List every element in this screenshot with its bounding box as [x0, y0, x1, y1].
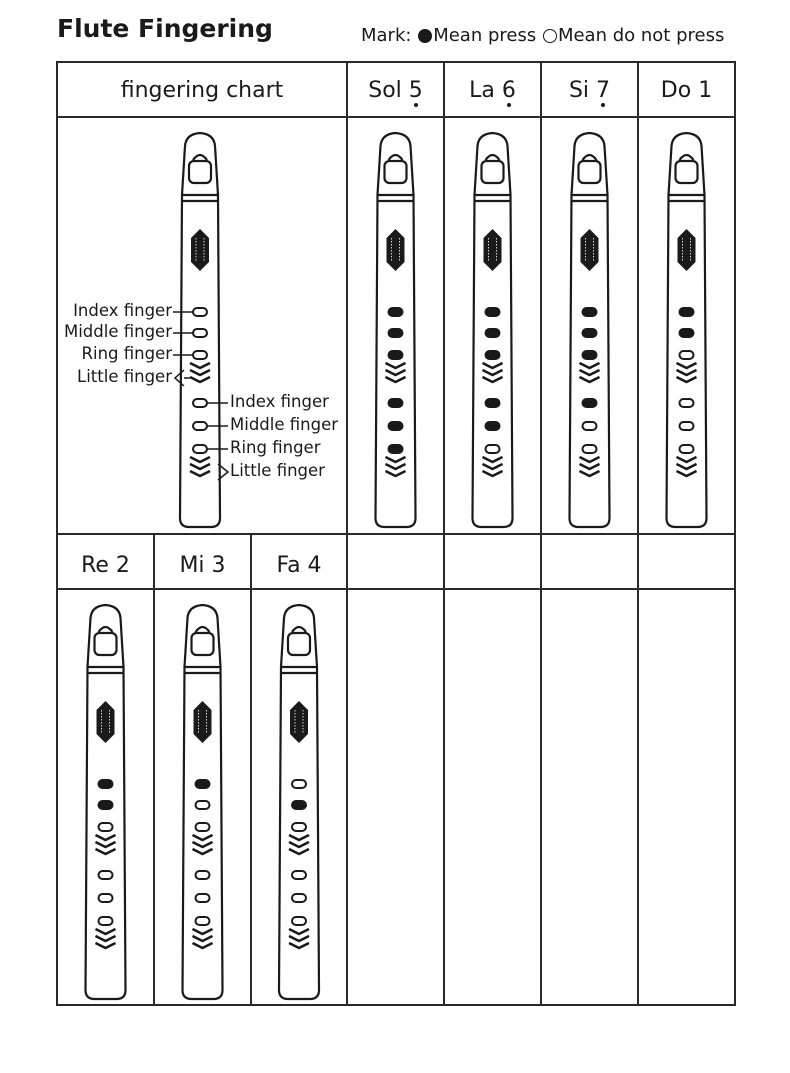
flute-diagram [173, 133, 228, 527]
legend-mark-label: Mark: [361, 25, 412, 46]
pressed-hole-icon [486, 351, 500, 359]
flute-fingering [183, 605, 223, 999]
note-header [444, 78, 541, 103]
note-number-text: 1 [698, 78, 713, 103]
pressed-hole-icon [583, 329, 597, 337]
note-number [308, 553, 322, 578]
note-number [212, 553, 226, 578]
low-octave-dot-icon [507, 103, 511, 107]
table-grid [57, 62, 735, 1005]
note-name: Sol [368, 78, 409, 103]
open-hole-icon [196, 801, 210, 809]
pressed-hole-icon [486, 399, 500, 407]
open-hole-icon [193, 308, 207, 316]
legend-press-label: Mean press [433, 25, 537, 46]
note-name: Mi [179, 553, 212, 578]
open-hole-icon [196, 823, 210, 831]
note-number-text: 7 [596, 78, 611, 103]
open-hole-icon [292, 894, 306, 902]
flute-fingering [376, 133, 416, 527]
open-hole-icon [292, 823, 306, 831]
windway-icon [288, 633, 310, 655]
left-hand-label: Middle finger [63, 322, 172, 341]
pressed-hole-icon [680, 329, 694, 337]
open-hole-icon [680, 351, 694, 359]
open-hole-icon [99, 823, 113, 831]
open-hole-icon [292, 871, 306, 879]
note-header [541, 78, 638, 103]
flute-fingering [570, 133, 610, 527]
note-number-text: 4 [307, 553, 322, 578]
chart-header: fingering chart [120, 78, 284, 103]
logo-emblem-icon [194, 701, 212, 743]
note-name: Fa [276, 553, 308, 578]
note-header [347, 78, 444, 103]
pressed-hole-icon [389, 308, 403, 316]
windway-icon [482, 161, 504, 183]
open-hole-icon [193, 329, 207, 337]
note-number [116, 553, 130, 578]
open-hole-icon [680, 445, 694, 453]
pressed-hole-icon [99, 801, 113, 809]
right-hand-label: Ring finger [230, 438, 321, 457]
open-hole-icon [99, 894, 113, 902]
flute-fingering [279, 605, 319, 999]
note-number [698, 78, 712, 103]
note-number-text: 3 [211, 553, 226, 578]
open-hole-icon [292, 780, 306, 788]
open-hole-icon [99, 917, 113, 925]
open-hole-icon [292, 917, 306, 925]
right-hand-label: Middle finger [230, 415, 339, 434]
pressed-hole-icon [486, 308, 500, 316]
pressed-hole-icon [389, 351, 403, 359]
left-hand-label: Ring finger [81, 344, 172, 363]
pressed-hole-icon [583, 399, 597, 407]
flute-fingering [473, 133, 513, 527]
flute-fingering [667, 133, 707, 527]
open-hole-icon [193, 445, 207, 453]
open-hole-icon [99, 871, 113, 879]
open-hole-icon [583, 445, 597, 453]
right-hand-label: Index finger [230, 392, 329, 411]
open-hole-icon [680, 422, 694, 430]
open-hole-icon [680, 399, 694, 407]
logo-emblem-icon [387, 229, 405, 271]
logo-emblem-icon [191, 229, 209, 271]
pressed-hole-icon [389, 445, 403, 453]
note-number-text: 2 [115, 553, 130, 578]
open-hole-icon [486, 445, 500, 453]
windway-icon [189, 161, 211, 183]
pressed-hole-icon [389, 329, 403, 337]
logo-emblem-icon [678, 229, 696, 271]
note-name: Si [568, 78, 597, 103]
note-number [502, 78, 516, 103]
pressed-hole-icon [196, 780, 210, 788]
logo-emblem-icon [290, 701, 308, 743]
flute-fingering [86, 605, 126, 999]
low-octave-dot-icon [601, 103, 605, 107]
pressed-hole-icon [389, 422, 403, 430]
pressed-hole-icon [99, 780, 113, 788]
note-name: Re [81, 553, 116, 578]
pressed-hole-icon [583, 351, 597, 359]
logo-emblem-icon [97, 701, 115, 743]
legend-not-press-label: Mean do not press [557, 25, 725, 46]
open-hole-icon [196, 894, 210, 902]
pressed-hole-icon [389, 399, 403, 407]
pressed-hole-icon [486, 422, 500, 430]
open-hole-icon [193, 351, 207, 359]
note-header [57, 553, 154, 578]
note-number [596, 78, 610, 103]
pressed-hole-icon [292, 801, 306, 809]
note-header [638, 78, 735, 103]
note-name: La [469, 78, 502, 103]
windway-icon [579, 161, 601, 183]
windway-icon [676, 161, 698, 183]
note-number-text: 5 [408, 78, 423, 103]
open-hole-icon [193, 399, 207, 407]
pressed-hole-icon [680, 308, 694, 316]
left-hand-label: Little finger [77, 367, 172, 386]
note-header [154, 553, 251, 578]
page-title: Flute Fingering [57, 14, 273, 43]
logo-emblem-icon [581, 229, 599, 271]
logo-emblem-icon [484, 229, 502, 271]
windway-icon [385, 161, 407, 183]
left-hand-label: Index finger [73, 301, 172, 320]
open-hole-icon [193, 422, 207, 430]
note-number [409, 78, 423, 103]
open-hole-icon [583, 422, 597, 430]
pressed-hole-icon [486, 329, 500, 337]
note-name: Do [660, 78, 699, 103]
right-hand-label: Little finger [230, 461, 325, 480]
note-number-text: 6 [501, 78, 516, 103]
pressed-hole-icon [583, 308, 597, 316]
open-hole-icon [196, 871, 210, 879]
note-header [251, 553, 347, 578]
windway-icon [95, 633, 117, 655]
low-octave-dot-icon [414, 103, 418, 107]
windway-icon [192, 633, 214, 655]
open-hole-icon [196, 917, 210, 925]
